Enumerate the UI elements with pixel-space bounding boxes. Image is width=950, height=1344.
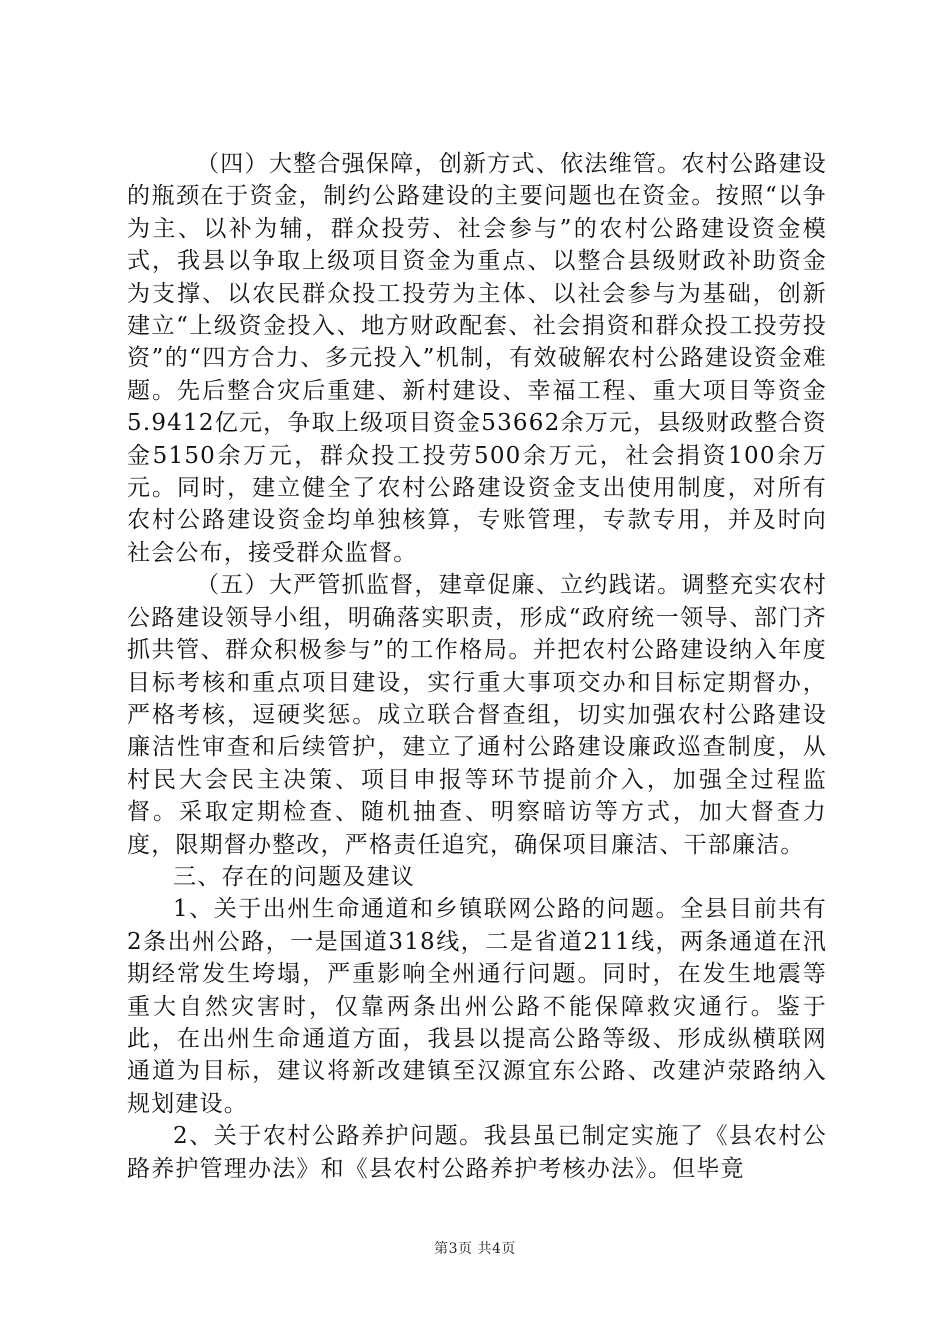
paragraph-problem-2: 2、关于农村公路养护问题。我县虽已制定实施了《县农村公路养护管理办法》和《县农村公路养护考核办法》。但毕竟 [127,1123,827,1182]
section-heading-problems: 三、存在的问题及建议 [173,863,415,890]
paragraph-problem-1: 1、关于出州生命通道和乡镇联网公路的问题。全县目前共有2条出州公路，一是国道318线，二是省道211线，两条通道在汛期经常发生垮塌，严重影响全州通行问题。同时，在发生地震等重大自然灾害时，仅靠两条出州公路不能保障救灾通行。鉴于此，在出州生命通道方面，我县以提高公路等级、形成纵横联网通道为目标，建议将新改建镇至汉源宜东公路、改建泸荥路纳入规划建设。 [127,896,827,1117]
page-footer: 第3页 共4页 [434,1241,516,1257]
document-body [127,148,827,1185]
paragraph-section-4: （四）大整合强保障，创新方式、依法维管。农村公路建设的瓶颈在于资金，制约公路建设的主要问题也在资金。按照“以争为主、以补为辅，群众投劳、社会参与”的农村公路建设资金模式，我县以争取上级项目资金为重点、以整合县级财政补助资金为支撑、以农民群众投工投劳为主体、以社会参与为基础，创新建立“上级资金投入、地方财政配套、社会捐资和群众投工投劳投资”的“四方合力、多元投入”机制，有效破解农村公路建设资金难题。先后整合灾后重建、新村建设、幸福工程、重大项目等资金5.9412亿元，争取上级项目资金53662余万元，县级财政整合资金5150余万元，群众投工投劳500余万元，社会捐资100余万元。同时，建立健全了农村公路建设资金支出使用制度，对所有农村公路建设资金均单独核算，专账管理，专款专用，并及时向社会公布，接受群众监督。 [127,151,827,566]
paragraph-section-5: （五）大严管抓监督，建章促廉、立约践诺。调整充实农村公路建设领导小组，明确落实职责，形成“政府统一领导、部门齐抓共管、群众积极参与”的工作格局。并把农村公路建设纳入年度目标考核和重点项目建设，实行重大事项交办和目标定期督办，严格考核，逗硬奖惩。成立联合督查组，切实加强农村公路建设廉洁性审查和后续管护，建立了通村公路建设廉政巡查制度，从村民大会民主决策、项目申报等环节提前介入，加强全过程监督。采取定期检查、随机抽查、明察暗访等方式，加大督查力度，限期督办整改，严格责任追究，确保项目廉洁、干部廉洁。 [127,572,827,858]
